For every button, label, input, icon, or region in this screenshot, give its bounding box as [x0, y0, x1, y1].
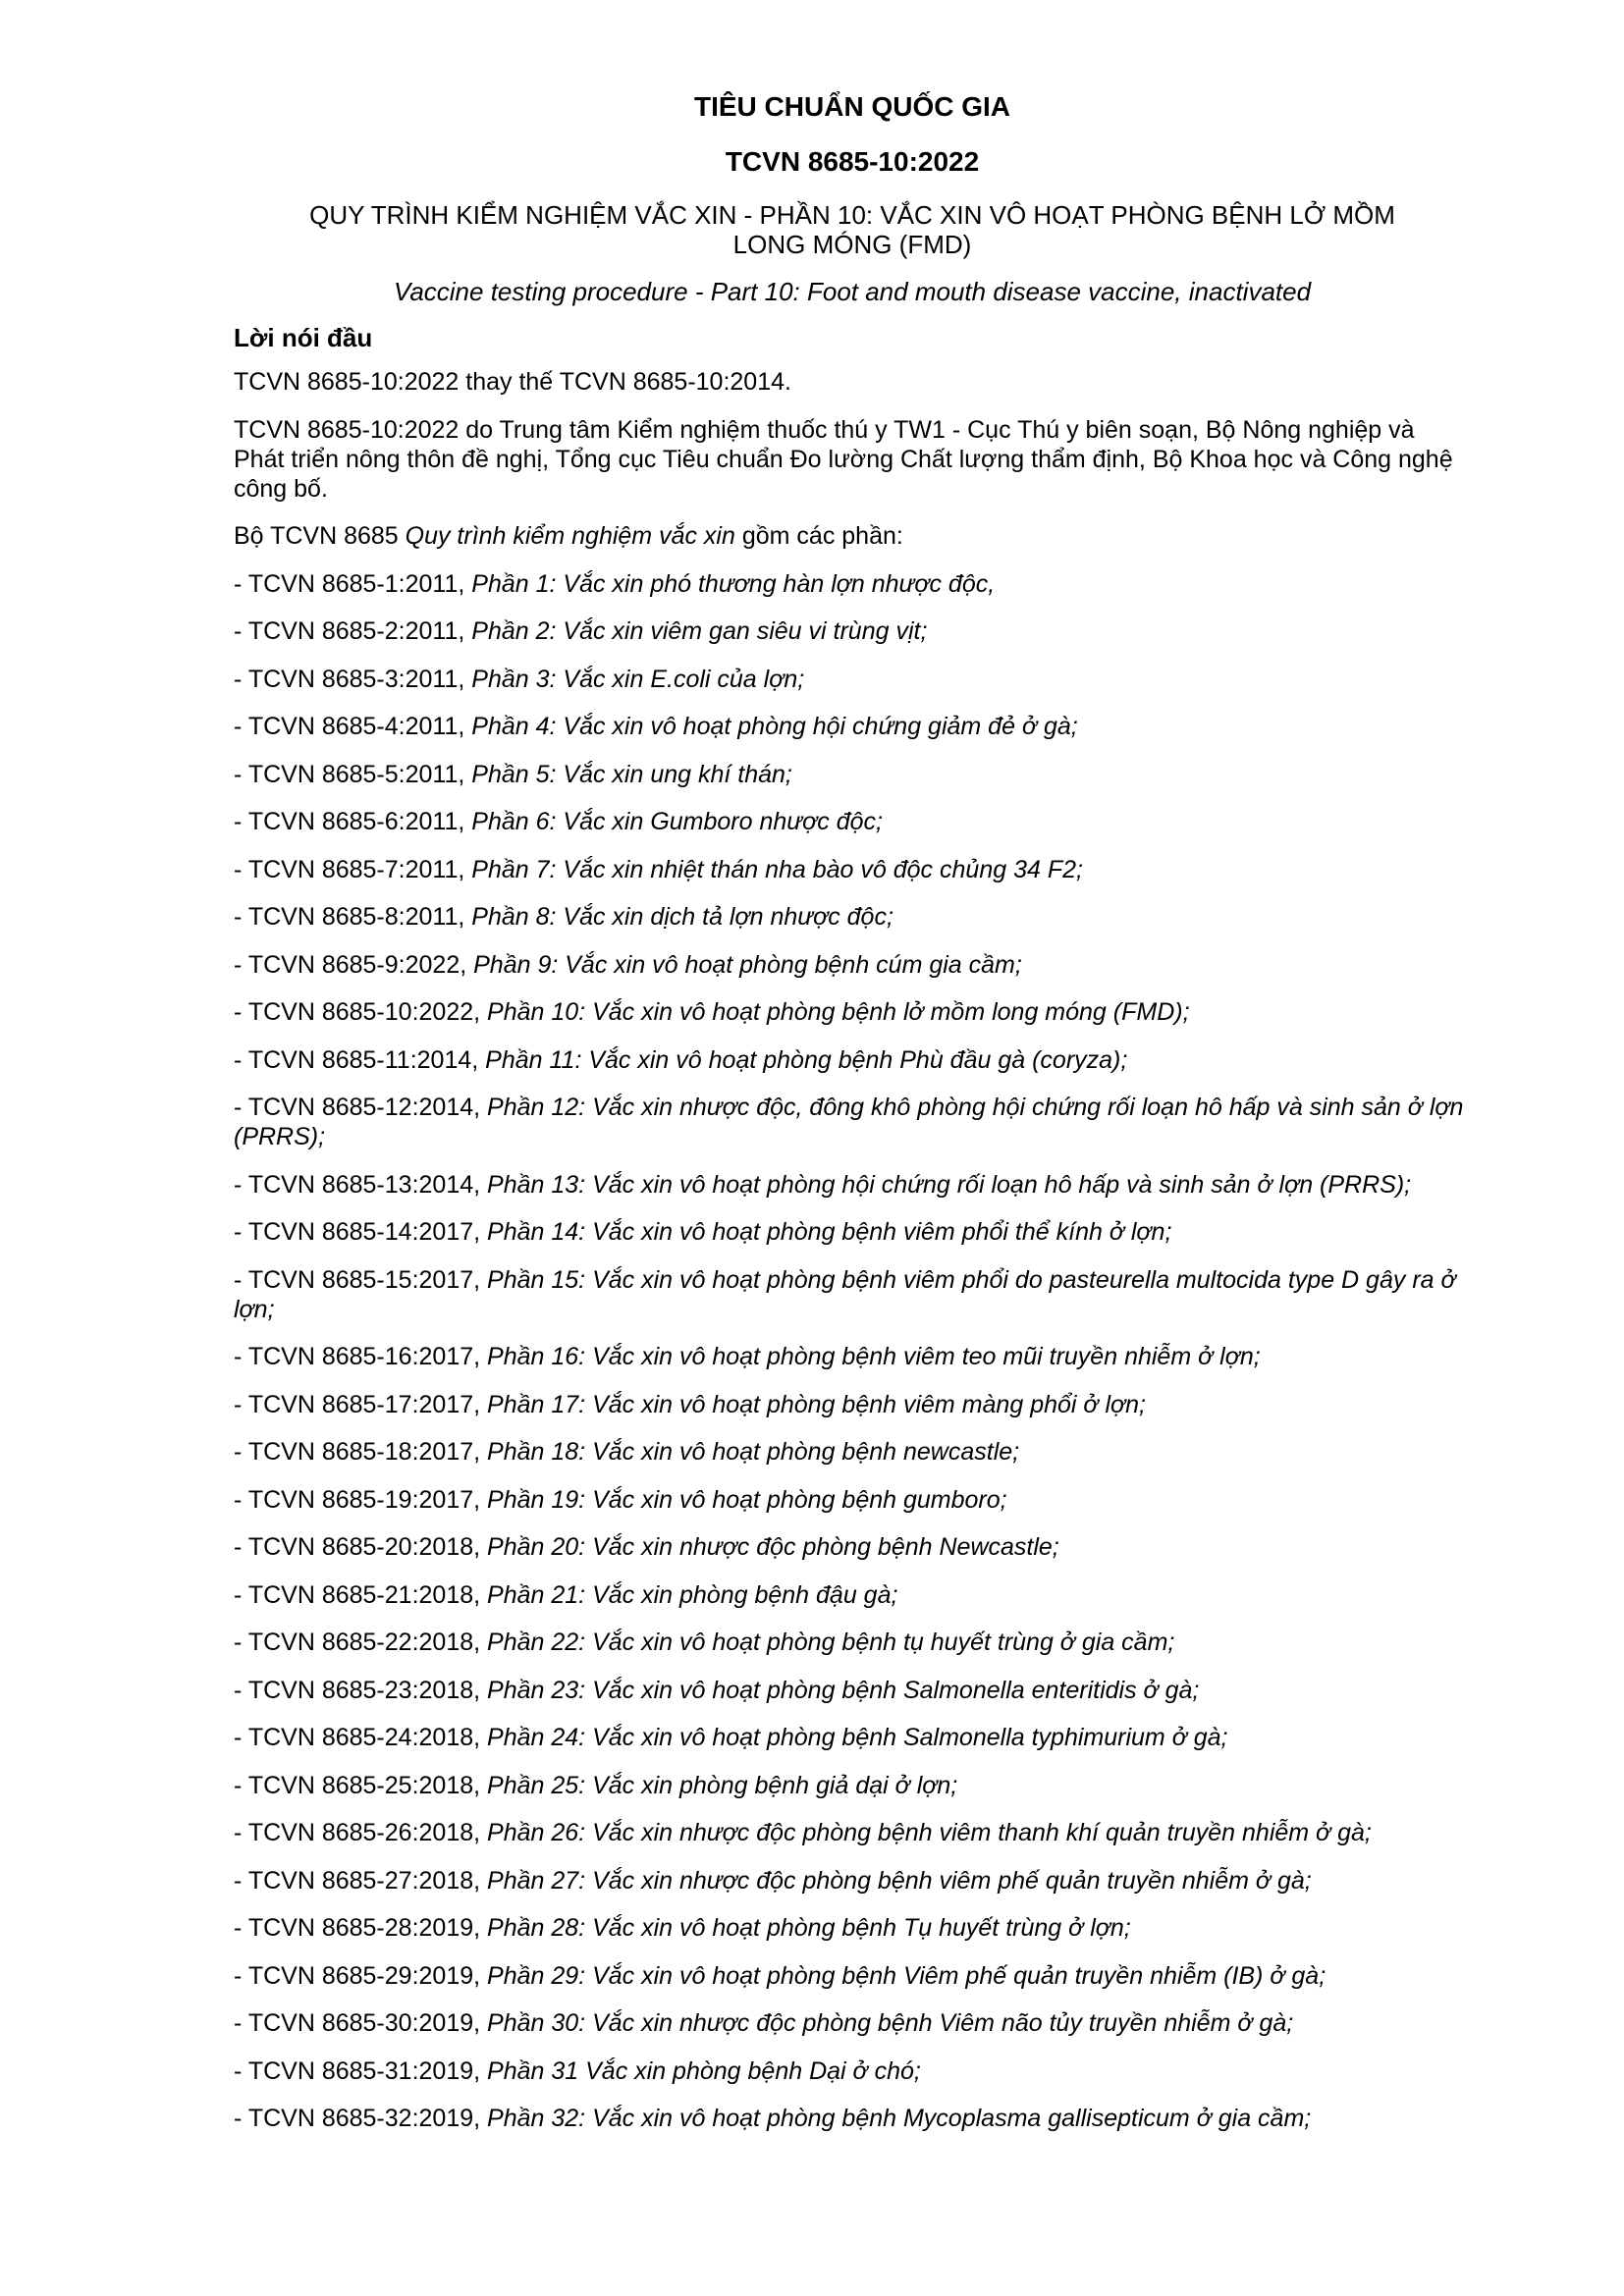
part-code: - TCVN 8685-12:2014,	[234, 1094, 488, 1121]
list-item	[234, 807, 1471, 836]
part-number: Phần 25:	[487, 1771, 586, 1799]
list-item	[234, 1390, 1471, 1419]
part-code: - TCVN 8685-7:2011,	[234, 855, 472, 883]
part-code: - TCVN 8685-26:2018,	[234, 1819, 488, 1846]
part-code: - TCVN 8685-19:2017,	[234, 1485, 488, 1514]
list-item	[234, 1485, 1471, 1515]
part-number: Phần 22:	[487, 1629, 586, 1656]
part-description: Vắc xin nhược độc phòng bệnh Viêm não tủy truyền nhiễm ở gà;	[585, 2009, 1294, 2037]
part-description: Vắc xin vô hoạt phòng bệnh newcastle;	[585, 1438, 1020, 1466]
list-item	[234, 1170, 1471, 1200]
list-item	[234, 1913, 1471, 1943]
part-number: Phần 9:	[473, 950, 559, 979]
part-description: Vắc xin phòng bệnh đậu gà;	[585, 1580, 898, 1609]
part-code: - TCVN 8685-13:2014,	[234, 1170, 488, 1199]
list-item	[234, 1342, 1471, 1371]
part-number: Phần 21:	[487, 1580, 586, 1609]
part-code: - TCVN 8685-10:2022,	[234, 998, 488, 1026]
standard-code-title: TCVN 8685-10:2022	[725, 146, 980, 177]
part-number: Phần 16:	[487, 1343, 586, 1370]
part-number: Phần 1:	[471, 569, 557, 598]
part-code: - TCVN 8685-23:2018,	[234, 1676, 488, 1704]
part-code: - TCVN 8685-6:2011,	[234, 808, 472, 835]
series-intro-paragraph	[234, 521, 1471, 551]
part-code: - TCVN 8685-25:2018,	[234, 1771, 488, 1799]
list-item	[234, 1532, 1471, 1562]
list-item	[234, 1961, 1471, 1991]
part-number: Phần 18:	[487, 1438, 586, 1466]
part-code: - TCVN 8685-22:2018,	[234, 1629, 488, 1656]
part-number: Phần 28:	[487, 1914, 586, 1942]
list-item	[234, 1818, 1471, 1847]
part-code: - TCVN 8685-18:2017,	[234, 1438, 488, 1466]
list-item	[234, 1217, 1471, 1247]
series-intro-title: Quy trình kiểm nghiệm vắc xin	[405, 522, 735, 550]
list-item	[234, 1866, 1471, 1896]
parts-list	[234, 569, 1471, 2134]
part-description: Vắc xin phó thương hàn lợn nhược độc,	[556, 569, 996, 598]
part-number: Phần 30:	[487, 2009, 586, 2037]
document-subtitle: QUY TRÌNH KIỂM NGHIỆM VẮC XIN - PHẦN 10: VẮC XIN VÔ HOẠT PHÒNG BỆNH LỞ MỒM LONG MÓNG (FMD)	[309, 200, 1395, 259]
part-code: - TCVN 8685-21:2018,	[234, 1580, 488, 1609]
part-number: Phần 20:	[487, 1533, 586, 1561]
part-code: - TCVN 8685-30:2019,	[234, 2009, 488, 2037]
part-description: Vắc xin vô hoạt phòng hội chứng giảm đẻ ở gà;	[556, 713, 1078, 740]
list-item	[234, 1723, 1471, 1752]
part-description: Vắc xin Gumboro nhược độc;	[556, 808, 883, 835]
list-item	[234, 1580, 1471, 1610]
list-item	[234, 1771, 1471, 1800]
part-description: Vắc xin vô hoạt phòng bệnh tụ huyết trùng ở gia cầm;	[585, 1629, 1175, 1656]
english-title: Vaccine testing procedure - Part 10: Foot and mouth disease vaccine, inactivated	[393, 277, 1312, 306]
part-description: Vắc xin vô hoạt phòng bệnh viêm phổi do pasteurella multocida type D gây ra ở lợn;	[234, 1265, 1456, 1323]
part-number: Phần 14:	[487, 1218, 586, 1246]
series-intro-suffix: gồm các phần:	[734, 522, 903, 550]
part-number: Phần 8:	[471, 903, 557, 931]
part-number: Phần 7:	[471, 855, 557, 883]
list-item	[234, 569, 1471, 599]
part-code: - TCVN 8685-2:2011,	[234, 617, 472, 645]
part-number: Phần 4:	[471, 713, 557, 740]
part-code: - TCVN 8685-15:2017,	[234, 1265, 488, 1294]
list-item	[234, 1676, 1471, 1705]
part-description: Vắc xin vô hoạt phòng bệnh gumboro;	[585, 1485, 1007, 1514]
list-item	[234, 1093, 1471, 1151]
list-item	[234, 760, 1471, 789]
part-code: - TCVN 8685-1:2011,	[234, 569, 472, 598]
part-code: - TCVN 8685-27:2018,	[234, 1866, 488, 1895]
list-item	[234, 1437, 1471, 1467]
part-number: Phần 24:	[487, 1724, 586, 1751]
part-description: Vắc xin vô hoạt phòng hội chứng rối loạn hô hấp và sinh sản ở lợn (PRRS);	[585, 1170, 1412, 1199]
list-item	[234, 2056, 1471, 2086]
list-item	[234, 1265, 1471, 1324]
part-number: Phần 5:	[471, 760, 557, 788]
part-description: Vắc xin phòng bệnh giả dại ở lợn;	[585, 1771, 958, 1799]
document-content	[234, 90, 1471, 2152]
foreword-heading: Lời nói đầu	[234, 323, 373, 352]
part-number: Phần 31	[487, 2056, 579, 2085]
part-code: - TCVN 8685-28:2019,	[234, 1914, 488, 1942]
standard-type-title: TIÊU CHUẨN QUỐC GIA	[694, 91, 1010, 122]
part-code: - TCVN 8685-11:2014,	[234, 1045, 486, 1074]
part-description: Vắc xin dịch tả lợn nhược độc;	[556, 903, 893, 931]
part-description: Vắc xin vô hoạt phòng bệnh Tụ huyết trùng ở lợn;	[585, 1914, 1131, 1942]
part-description: Vắc xin E.coli của lợn;	[556, 665, 805, 693]
list-item	[234, 2008, 1471, 2038]
series-intro-prefix: Bộ TCVN 8685	[234, 522, 406, 550]
list-item	[234, 950, 1471, 980]
part-code: - TCVN 8685-9:2022,	[234, 950, 474, 979]
part-number: Phần 29:	[487, 1961, 586, 1990]
part-number: Phần 3:	[471, 665, 557, 693]
part-description: Vắc xin vô hoạt phòng bệnh Salmonella typhimurium ở gà;	[585, 1724, 1228, 1751]
part-description: Vắc xin vô hoạt phòng bệnh cúm gia cầm;	[558, 950, 1022, 979]
part-description: Vắc xin vô hoạt phòng bệnh Viêm phế quản truyền nhiễm (IB) ở gà;	[585, 1961, 1326, 1990]
part-description: Vắc xin nhược độc, đông khô phòng hội chứng rối loạn hô hấp và sinh sản ở lợn (PRRS);	[234, 1094, 1464, 1150]
part-description: Vắc xin nhược độc phòng bệnh viêm phế quản truyền nhiễm ở gà;	[585, 1866, 1312, 1895]
part-description: Vắc xin vô hoạt phòng bệnh Phù đầu gà (coryza);	[581, 1045, 1128, 1074]
part-number: Phần 27:	[487, 1866, 586, 1895]
part-code: - TCVN 8685-29:2019,	[234, 1961, 488, 1990]
list-item	[234, 1628, 1471, 1657]
part-number: Phần 32:	[487, 2105, 586, 2132]
part-description: Vắc xin ung khí thán;	[556, 760, 792, 788]
part-code: - TCVN 8685-31:2019,	[234, 2056, 488, 2085]
part-number: Phần 12:	[487, 1094, 586, 1121]
part-number: Phần 23:	[487, 1676, 586, 1704]
part-code: - TCVN 8685-8:2011,	[234, 903, 472, 931]
authorship-paragraph: TCVN 8685-10:2022 do Trung tâm Kiểm nghiệm thuốc thú y TW1 - Cục Thú y biên soạn, Bộ Nông nghiệp và Phát triển nông thôn đề nghị, Tổng cục Tiêu chuẩn Đo lường Chất lượng thẩm định, Bộ Khoa học và Công nghệ công bố.	[234, 415, 1453, 503]
list-item	[234, 665, 1471, 694]
list-item	[234, 2104, 1471, 2133]
list-item	[234, 1045, 1471, 1075]
list-item	[234, 997, 1471, 1027]
part-number: Phần 6:	[471, 808, 557, 835]
part-code: - TCVN 8685-32:2019,	[234, 2105, 488, 2132]
list-item	[234, 855, 1471, 884]
part-code: - TCVN 8685-4:2011,	[234, 713, 472, 740]
part-description: Vắc xin vô hoạt phòng bệnh lở mồm long móng (FMD);	[585, 998, 1190, 1026]
part-code: - TCVN 8685-17:2017,	[234, 1390, 488, 1418]
part-code: - TCVN 8685-5:2011,	[234, 760, 472, 788]
list-item	[234, 712, 1471, 741]
part-description: Vắc xin viêm gan siêu vi trùng vịt;	[556, 617, 928, 645]
part-number: Phần 2:	[471, 617, 557, 645]
part-number: Phần 13:	[487, 1170, 586, 1199]
part-number: Phần 17:	[487, 1390, 586, 1418]
part-description: Vắc xin vô hoạt phòng bệnh viêm phổi thể kính ở lợn;	[585, 1218, 1172, 1246]
part-number: Phần 10:	[487, 998, 586, 1026]
part-description: Vắc xin vô hoạt phòng bệnh viêm màng phổi ở lợn;	[585, 1390, 1146, 1418]
part-code: - TCVN 8685-14:2017,	[234, 1218, 488, 1246]
replaces-paragraph: TCVN 8685-10:2022 thay thế TCVN 8685-10:2014.	[234, 368, 791, 396]
part-description: Vắc xin phòng bệnh Dại ở chó;	[578, 2056, 921, 2085]
part-code: - TCVN 8685-20:2018,	[234, 1533, 488, 1561]
part-code: - TCVN 8685-24:2018,	[234, 1724, 488, 1751]
part-number: Phần 26:	[487, 1819, 586, 1846]
part-description: Vắc xin nhược độc phòng bệnh viêm thanh khí quản truyền nhiễm ở gà;	[585, 1819, 1372, 1846]
part-number: Phần 11:	[485, 1045, 582, 1074]
part-description: Vắc xin vô hoạt phòng bệnh viêm teo mũi truyền nhiễm ở lợn;	[585, 1343, 1261, 1370]
part-description: Vắc xin vô hoạt phòng bệnh Mycoplasma gallisepticum ở gia cầm;	[585, 2105, 1312, 2132]
part-number: Phần 19:	[487, 1485, 586, 1514]
list-item	[234, 616, 1471, 646]
part-code: - TCVN 8685-3:2011,	[234, 665, 472, 693]
part-description: Vắc xin nhiệt thán nha bào vô độc chủng 34 F2;	[556, 855, 1083, 883]
part-description: Vắc xin vô hoạt phòng bệnh Salmonella enteritidis ở gà;	[585, 1676, 1200, 1704]
part-number: Phần 15:	[487, 1265, 586, 1294]
part-code: - TCVN 8685-16:2017,	[234, 1343, 488, 1370]
list-item	[234, 902, 1471, 932]
part-description: Vắc xin nhược độc phòng bệnh Newcastle;	[585, 1533, 1059, 1561]
